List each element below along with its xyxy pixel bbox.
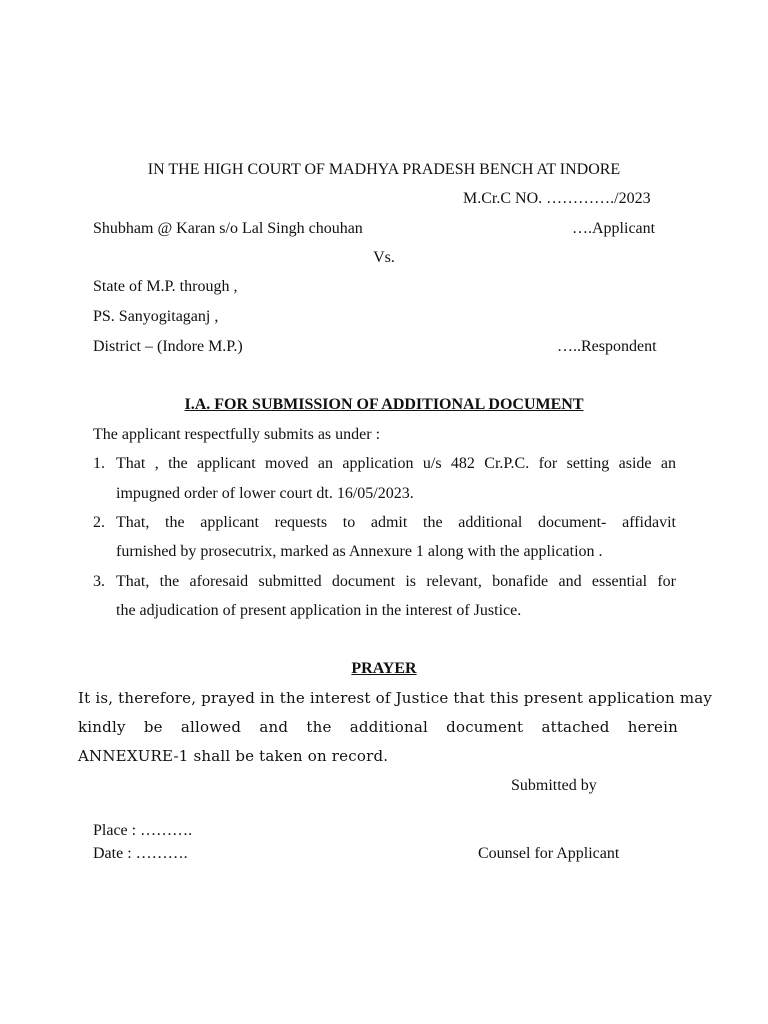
date-field: Date : ………. [93,845,188,862]
point-2-line-1: That, the applicant requests to admit the additional document- affidavit [116,514,676,531]
respondent-line-3: District – (Indore M.P.) [93,338,243,355]
court-heading: IN THE HIGH COURT OF MADHYA PRADESH BENCH AT INDORE [147,161,621,178]
application-title: I.A. FOR SUBMISSION OF ADDITIONAL DOCUMENT [184,396,584,413]
respondent-line-1: State of M.P. through , [93,278,238,295]
case-number: M.Cr.C NO. …………./2023 [463,190,651,207]
submitted-by: Submitted by [511,777,597,794]
point-1-line-2: impugned order of lower court dt. 16/05/2023. [116,485,414,502]
respondent-line-2: PS. Sanyogitaganj , [93,308,219,325]
prayer-line-1: It is, therefore, prayed in the interest of Justice that this present application may [78,689,713,707]
applicant-role: ….Applicant [572,220,656,237]
prayer-heading: PRAYER [351,660,417,677]
respondent-role: …..Respondent [557,338,657,355]
point-1-line-1: That , the applicant moved an application u/s 482 Cr.P.C. for setting aside an [116,455,676,472]
place-field: Place : ………. [93,822,193,839]
point-1-number: 1. [93,455,105,472]
point-3-line-1: That, the aforesaid submitted document is relevant, bonafide and essential for [116,573,676,590]
point-2-number: 2. [93,514,105,531]
point-3-line-2: the adjudication of present application in the interest of Justice. [116,602,522,619]
prayer-line-2: kindly be allowed and the additional document attached herein [78,718,678,736]
counsel-signature-label: Counsel for Applicant [478,845,620,862]
point-3-number: 3. [93,573,105,590]
prayer-line-3: ANNEXURE-1 shall be taken on record. [78,747,389,765]
intro-text: The applicant respectfully submits as under : [93,426,381,443]
applicant-name: Shubham @ Karan s/o Lal Singh chouhan [93,220,363,237]
versus: Vs. [373,249,395,266]
point-2-line-2: furnished by prosecutrix, marked as Annexure 1 along with the application . [116,543,603,560]
